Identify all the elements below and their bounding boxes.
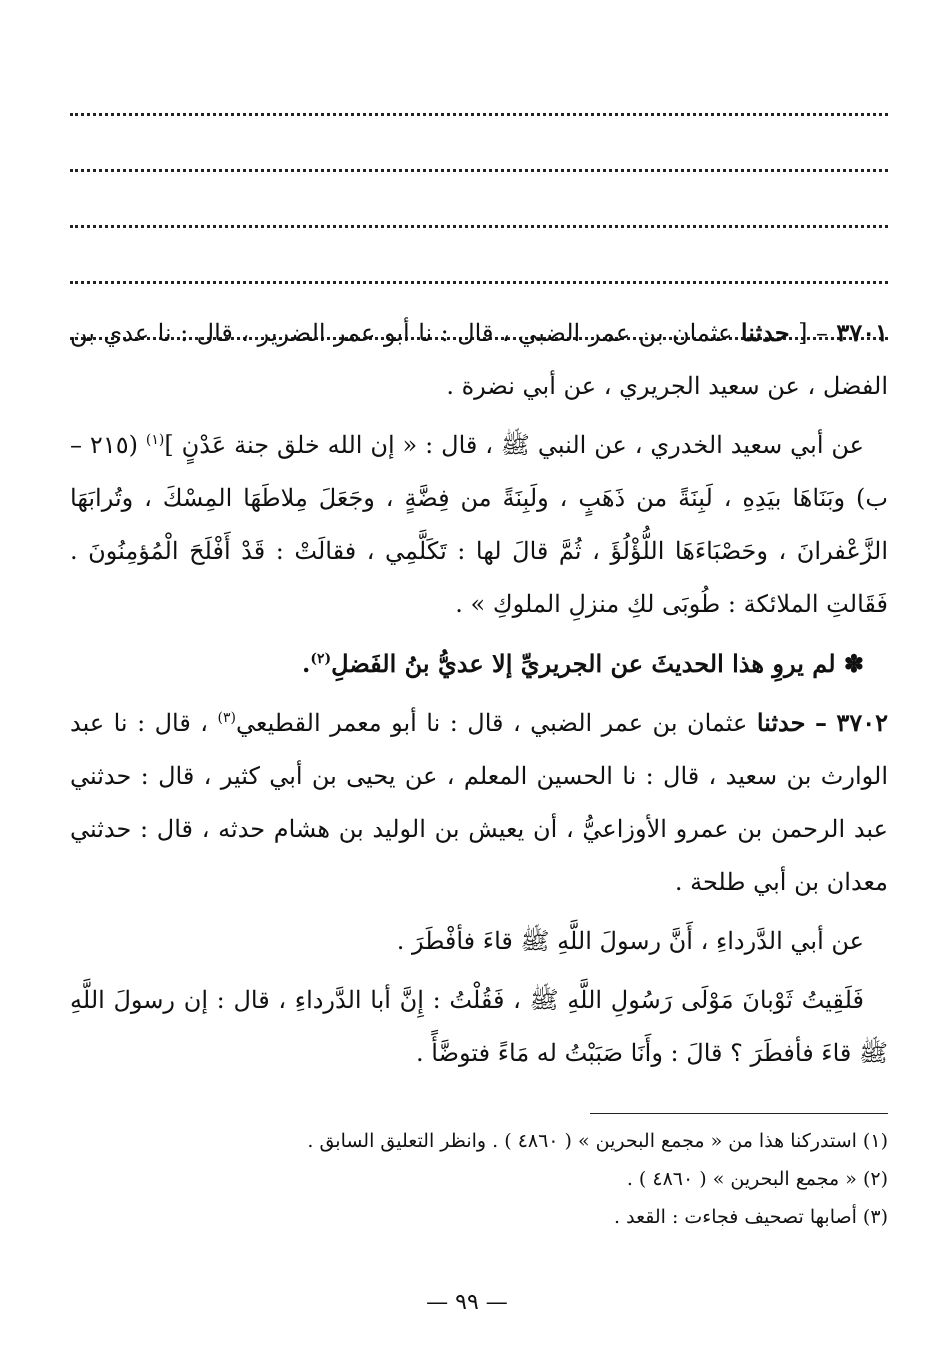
matn-text: عن أبي سعيد الخدري ، عن النبي ﷺ ، قال : « إن الله خلق جنة عَدْنٍ ] (164, 431, 865, 459)
hadith-lead-word: حدثنا (756, 708, 806, 737)
dotted-line (70, 228, 888, 284)
footnote-marker: (٢) (310, 651, 332, 667)
page-number: — ٩٩ — (426, 1290, 508, 1315)
note-text: ✽ لم يروِ هذا الحديثَ عن الجريريِّ إلا عديُّ بنُ الفَضلِ (331, 649, 864, 678)
hadith-3701-note (70, 637, 888, 690)
footnote-2: (٢) « مجمع البحرين » ( ٤٨٦٠ ) . (626, 1168, 888, 1190)
hadith-3701-matn (70, 419, 888, 631)
hadith-3701 (70, 306, 888, 690)
hadith-3701-isnad (70, 306, 888, 413)
isnad-text: عثمان بن عمر الضبي ، قال : نا أبو معمر القطيعي (235, 709, 748, 737)
footnotes (70, 1122, 888, 1236)
dotted-line (70, 116, 888, 172)
isnad-text: عثمان بن عمر الضبي ، قال : نا أبو عمر الضرير ، قال : نا عدي بن الفضل ، عن سعيد الجريري ، عن أبي نضرة . (70, 319, 888, 400)
hadith-3702-matn (70, 915, 888, 968)
bracket-open: – [ (798, 319, 828, 347)
hadith-number: ٣٧٠١ (836, 318, 888, 347)
isnad-continuation: ، قال : نا عبد الوارث بن سعيد ، قال : نا الحسين المعلم ، عن يحيى بن أبي كثير ، قال : حدثني عبد الرحمن بن عمرو الأوزاعيُّ ، أن يعيش بن الوليد بن هشام حدثه ، قال : حدثني معدان بن أبي طلحة . (70, 709, 888, 896)
hadith-3702-isnad (70, 696, 888, 909)
footnote-marker: (١) (145, 432, 165, 448)
matn-text: عن أبي الدَّرداءِ ، أَنَّ رسولَ اللَّهِ ﷺ قاءَ فأفْطَرَ . (396, 927, 864, 955)
hadith-3702-story (70, 974, 888, 1080)
hadith-dash: – (814, 708, 827, 737)
matn-continuation: (٢١٥ – ب) وبَنَاهَا بيَدِهِ ، لَبِنَةً من ذَهَبٍ ، ولَبِنَةً من فِضَّةٍ ، وجَعَلَ مِلاطَهَا المِسْكَ ، وتُرابَهَا الزَّعْفرانَ ، وحَصْبَاءَهَا اللُّؤْلُؤَ ، ثُمَّ قالَ لها : تَكَلَّمِي ، فقالَتْ : قَدْ أَفْلَحَ الْمُؤمِنُونَ . فَقَالتِ الملائكة : طُوبَى لكِ منزلِ الملوكِ » . (70, 431, 888, 618)
footnote-3: (٣) أصابها تصحيف فجاءت : القعد . (614, 1206, 888, 1228)
footnote-1: (١) استدركنا هذا من « مجمع البحرين » ( ٤٨٦٠ ) . وانظر التعليق السابق . (307, 1130, 888, 1152)
story-text: فَلَقِيتُ ثَوْبانَ مَوْلَى رَسُولِ اللَّهِ ﷺ ، فَقُلْتُ : إِنَّ أبا الدَّرداءِ ، قال : إن رسولَ اللَّهِ ﷺ قاءَ فأفطَرَ ؟ قالَ : وأَنَا صَبَبْتُ له مَاءً فتوضَّأً . (70, 986, 888, 1067)
note-end: . (302, 649, 311, 678)
page-body (70, 60, 888, 1086)
hadith-number: ٣٧٠٢ (836, 708, 888, 737)
footnote-separator (590, 1113, 888, 1114)
dotted-line (70, 60, 888, 116)
hadith-3702 (70, 696, 888, 1080)
footnote-marker: (٣) (217, 710, 236, 726)
hadith-lead-word: حدثنا (740, 318, 790, 347)
dotted-lines-block (70, 60, 888, 306)
dotted-line (70, 172, 888, 228)
